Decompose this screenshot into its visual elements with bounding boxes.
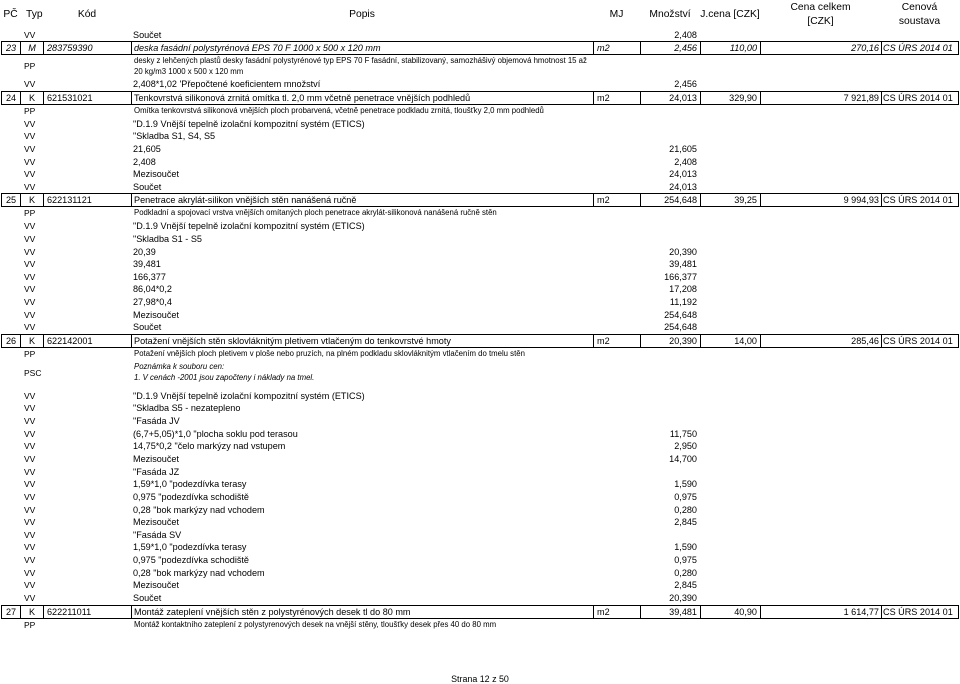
item-quantity: 20,390 (640, 334, 700, 348)
row-type-label: VV (24, 29, 36, 40)
row-type-label: VV (24, 428, 36, 439)
column-header-code: Kód (77, 9, 97, 20)
row-type-label: VV (24, 233, 36, 244)
row-type-label: PP (24, 348, 36, 359)
quantity-row (0, 258, 960, 271)
table-header (0, 0, 960, 29)
item-number: 27 (1, 605, 20, 619)
item-unit-price: 110,00 (700, 41, 760, 55)
row-type-label: VV (24, 529, 36, 540)
quantity-value: 14,700 (669, 453, 697, 464)
item-price-system: CS ÚRS 2014 01 (881, 605, 959, 619)
quantity-row (0, 246, 960, 259)
quantity-value: 17,208 (669, 284, 697, 295)
page-number: Strana 12 z 50 (451, 674, 509, 684)
quantity-row (0, 567, 960, 580)
row-type-label: VV (24, 567, 36, 578)
row-type-label: VV (24, 221, 36, 232)
quantity-expression: Mezisoučet (133, 309, 179, 320)
quantity-row (0, 143, 960, 156)
item-number: 26 (1, 334, 20, 348)
quantity-row (0, 181, 960, 194)
item-unit: m2 (593, 193, 640, 207)
quantity-row (0, 271, 960, 284)
item-long-description (134, 105, 544, 118)
quantity-expression: 0,975 "podezdívka schodiště (133, 555, 249, 566)
quantity-expression: 0,28 "bok markýzy nad vchodem (133, 504, 265, 515)
row-type-label: VV (24, 441, 36, 452)
item-code: 283759390 (43, 41, 131, 55)
quantity-row (0, 283, 960, 296)
budget-item-row (0, 605, 960, 619)
quantity-expression: Mezisoučet (133, 517, 179, 528)
row-type-label: PP (24, 105, 36, 116)
quantity-expression: Součet (133, 322, 162, 333)
budget-item-row (0, 334, 960, 348)
row-type-label: VV (24, 555, 36, 566)
item-price-system: CS ÚRS 2014 01 (881, 91, 959, 105)
description-line: Omítka tenkovrstvá silikonová vnějších ploch probarvená, včetně penetrace podkladu zrnitá, tloušťky 2,0 mm podhledů (134, 105, 544, 115)
quantity-row (0, 541, 960, 554)
quantity-row (0, 453, 960, 466)
quantity-expression: "Skladba S1 - S5 (133, 233, 202, 244)
quantity-row (0, 554, 960, 567)
quantity-expression: "D.1.9 Vnější tepelně izolační kompozitní systém (ETICS) (133, 118, 365, 129)
item-type: K (20, 193, 43, 207)
item-quantity: 24,013 (640, 91, 700, 105)
row-type-label: VV (24, 580, 36, 591)
row-type-label: VV (24, 322, 36, 333)
quantity-row (0, 415, 960, 428)
column-header-price-system-line2: soustava (898, 16, 941, 27)
budget-item-row (0, 91, 960, 105)
item-type: K (20, 334, 43, 348)
quantity-row (0, 130, 960, 143)
item-quantity: 254,648 (640, 193, 700, 207)
row-type-label: VV (24, 416, 36, 427)
quantity-value: 2,845 (674, 580, 697, 591)
quantity-value: 11,750 (669, 428, 697, 439)
quantity-value: 0,975 (674, 555, 697, 566)
column-header-unit: MJ (609, 9, 624, 20)
budget-item-row (0, 41, 960, 55)
quantity-expression: 86,04*0,2 (133, 284, 172, 295)
item-unit-price: 40,90 (700, 605, 760, 619)
quantity-expression: 1,59*1,0 "podezdívka terasy (133, 479, 247, 490)
quantity-expression: Mezisoučet (133, 580, 179, 591)
item-long-description (134, 55, 587, 77)
quantity-value: 0,280 (674, 567, 697, 578)
quantity-value: 21,605 (669, 143, 697, 154)
description-row (0, 55, 960, 78)
row-type-label: VV (24, 491, 36, 502)
quantity-expression: (6,7+5,05)*1,0 "plocha soklu pod terasou (133, 428, 298, 439)
item-unit-price: 39,25 (700, 193, 760, 207)
column-header-description: Popis (349, 9, 375, 20)
quantity-expression: "D.1.9 Vnější tepelně izolační kompozitní systém (ETICS) (133, 221, 365, 232)
column-header-quantity: Množství (649, 9, 691, 20)
quantity-value: 0,975 (674, 491, 697, 502)
quantity-value: 0,280 (674, 504, 697, 515)
item-type: M (20, 41, 43, 55)
quantity-expression: Mezisoučet (133, 453, 179, 464)
quantity-row (0, 428, 960, 441)
row-type-label: VV (24, 466, 36, 477)
item-long-description (134, 348, 525, 361)
quantity-expression: Mezisoučet (133, 169, 179, 180)
item-price-system: CS ÚRS 2014 01 (881, 334, 959, 348)
quantity-row (0, 321, 960, 334)
budget-table-body (0, 29, 960, 632)
description-line: Potažení vnějších ploch pletivem v ploše nebo pruzích, na plném podkladu sklovláknitým vtlačením do tmelu stěn (134, 348, 525, 358)
row-type-label: VV (24, 181, 36, 192)
item-code: 622142001 (43, 334, 131, 348)
item-type: K (20, 605, 43, 619)
note-line: Poznámka k souboru cen: (134, 362, 225, 372)
item-total-price: 7 921,89 (760, 91, 881, 105)
quantity-expression: 1,59*1,0 "podezdívka terasy (133, 542, 247, 553)
description-line: Podkladní a spojovací vrstva vnějších omítaných ploch penetrace akrylát-silikonová nanášená ručně stěn (134, 208, 497, 218)
row-type-label: VV (24, 156, 36, 167)
quantity-expression: "Skladba S1, S4, S5 (133, 131, 216, 142)
column-header-total-price: Cena celkem (790, 2, 851, 13)
description-row (0, 207, 960, 220)
row-type-label: VV (24, 271, 36, 282)
row-type-label: PP (24, 619, 36, 630)
column-header-total-price-unit: [CZK] (807, 16, 834, 27)
item-number: 25 (1, 193, 20, 207)
quantity-row (0, 296, 960, 309)
quantity-expression: 2,408 (133, 156, 156, 167)
item-total-price: 270,16 (760, 41, 881, 55)
quantity-value: 24,013 (669, 181, 697, 192)
quantity-value: 1,590 (674, 479, 697, 490)
column-header-unit-price: J.cena [CZK] (700, 9, 760, 20)
price-note-row (0, 361, 960, 390)
quantity-expression: 0,28 "bok markýzy nad vchodem (133, 567, 265, 578)
row-type-label: VV (24, 259, 36, 270)
row-type-label: VV (24, 143, 36, 154)
quantity-expression: "D.1.9 Vnější tepelně izolační kompozitní systém (ETICS) (133, 390, 365, 401)
item-code: 621531021 (43, 91, 131, 105)
quantity-expression: "Skladba S5 - nezatepleno (133, 403, 241, 414)
item-quantity: 39,481 (640, 605, 700, 619)
quantity-row (0, 592, 960, 605)
quantity-row (0, 516, 960, 529)
item-type: K (20, 91, 43, 105)
row-type-label: VV (24, 479, 36, 490)
quantity-row (0, 466, 960, 479)
quantity-expression: Součet (133, 29, 162, 40)
description-line: Montáž kontaktního zateplení z polystyrenových desek na vnější stěny, tloušťky desek přes 40 do 80 mm (134, 619, 497, 629)
row-type-label: VV (24, 504, 36, 515)
quantity-expression: Součet (133, 181, 162, 192)
item-code: 622211011 (43, 605, 131, 619)
quantity-row (0, 118, 960, 131)
quantity-expression: "Fasáda JZ (133, 466, 180, 477)
quantity-value: 2,845 (674, 517, 697, 528)
budget-item-row (0, 193, 960, 207)
item-quantity: 2,456 (640, 41, 700, 55)
row-type-label: VV (24, 246, 36, 257)
quantity-value: 2,950 (674, 441, 697, 452)
price-note (134, 361, 314, 383)
quantity-expression: 166,377 (133, 271, 166, 282)
quantity-expression: "Fasáda JV (133, 416, 180, 427)
row-type-label: VV (24, 169, 36, 180)
quantity-expression: 21,605 (133, 143, 161, 154)
row-type-label: VV (24, 517, 36, 528)
item-unit-price: 14,00 (700, 334, 760, 348)
quantity-value: 1,590 (674, 542, 697, 553)
quantity-row (0, 78, 960, 91)
item-number: 23 (1, 41, 20, 55)
quantity-value: 39,481 (669, 259, 697, 270)
quantity-row (0, 478, 960, 491)
item-total-price: 285,46 (760, 334, 881, 348)
item-unit: m2 (593, 41, 640, 55)
row-type-label: VV (24, 309, 36, 320)
item-description: deska fasádní polystyrénová EPS 70 F 1000 x 500 x 120 mm (131, 41, 593, 55)
quantity-value: 2,408 (674, 156, 697, 167)
note-line: 1. V cenách -2001 jsou započteny i náklady na tmel. (134, 373, 315, 383)
item-unit: m2 (593, 605, 640, 619)
quantity-expression: 2,408*1,02 'Přepočtené koeficientem množství (133, 79, 321, 90)
quantity-row (0, 440, 960, 453)
description-line: 20 kg/m3 1000 x 500 x 120 mm (134, 67, 244, 77)
quantity-value: 254,648 (664, 309, 697, 320)
item-long-description (134, 207, 497, 220)
row-type-label: VV (24, 79, 36, 90)
column-header-type: Typ (26, 9, 43, 20)
description-row (0, 619, 960, 632)
row-type-label: VV (24, 542, 36, 553)
row-type-label: PP (24, 208, 36, 219)
description-row (0, 348, 960, 361)
row-type-label: PP (24, 61, 36, 72)
description-row (0, 105, 960, 118)
quantity-value: 2,456 (674, 79, 697, 90)
quantity-row (0, 29, 960, 42)
item-description: Montáž zateplení vnějších stěn z polystyrénových desek tl do 80 mm (131, 605, 593, 619)
quantity-expression: 14,75*0,2 "čelo markýzy nad vstupem (133, 441, 286, 452)
quantity-value: 20,390 (669, 246, 697, 257)
quantity-row (0, 220, 960, 233)
item-unit-price: 329,90 (700, 91, 760, 105)
row-type-label: VV (24, 131, 36, 142)
quantity-expression: 39,481 (133, 259, 161, 270)
quantity-row (0, 491, 960, 504)
row-type-label: VV (24, 390, 36, 401)
quantity-row (0, 168, 960, 181)
quantity-value: 2,408 (674, 29, 697, 40)
quantity-expression: 27,98*0,4 (133, 297, 172, 308)
quantity-row (0, 233, 960, 246)
quantity-row (0, 504, 960, 517)
item-price-system: CS ÚRS 2014 01 (881, 41, 959, 55)
quantity-value: 11,192 (669, 297, 697, 308)
row-type-label: VV (24, 284, 36, 295)
item-long-description (134, 619, 496, 632)
quantity-value: 166,377 (664, 271, 697, 282)
item-total-price: 9 994,93 (760, 193, 881, 207)
item-code: 622131121 (43, 193, 131, 207)
item-description: Penetrace akrylát-silikon vnějších stěn nanášená ručně (131, 193, 593, 207)
quantity-value: 24,013 (669, 169, 697, 180)
row-type-label: VV (24, 593, 36, 604)
item-description: Tenkovrstvá silikonová zrnitá omítka tl. 2,0 mm včetně penetrace vnějších podhledů (131, 91, 593, 105)
item-unit: m2 (593, 334, 640, 348)
row-type-label: VV (24, 453, 36, 464)
description-line: desky z lehčených plastů desky fasádní polystyrénové typ EPS 70 F fasádní, stabilizovaný, samozhášivý objemová hmotnost 15 až (134, 56, 587, 66)
row-type-label: VV (24, 297, 36, 308)
row-type-label: VV (24, 118, 36, 129)
item-description: Potažení vnějších stěn sklovláknitým pletivem vtlačeným do tenkovrstvé hmoty (131, 334, 593, 348)
item-number: 24 (1, 91, 20, 105)
quantity-row (0, 156, 960, 169)
item-total-price: 1 614,77 (760, 605, 881, 619)
quantity-row (0, 402, 960, 415)
quantity-row (0, 309, 960, 322)
quantity-expression: 0,975 "podezdívka schodiště (133, 491, 249, 502)
row-type-label: VV (24, 403, 36, 414)
column-header-pc: PČ (3, 9, 18, 20)
row-type-label: PSC (24, 367, 42, 378)
quantity-row (0, 579, 960, 592)
quantity-expression: 20,39 (133, 246, 156, 257)
quantity-row (0, 529, 960, 542)
column-header-price-system: Cenová (901, 2, 938, 13)
quantity-value: 254,648 (664, 322, 697, 333)
quantity-expression: "Fasáda SV (133, 529, 182, 540)
quantity-row (0, 390, 960, 403)
quantity-expression: Součet (133, 593, 162, 604)
item-unit: m2 (593, 91, 640, 105)
quantity-value: 20,390 (669, 593, 697, 604)
item-price-system: CS ÚRS 2014 01 (881, 193, 959, 207)
